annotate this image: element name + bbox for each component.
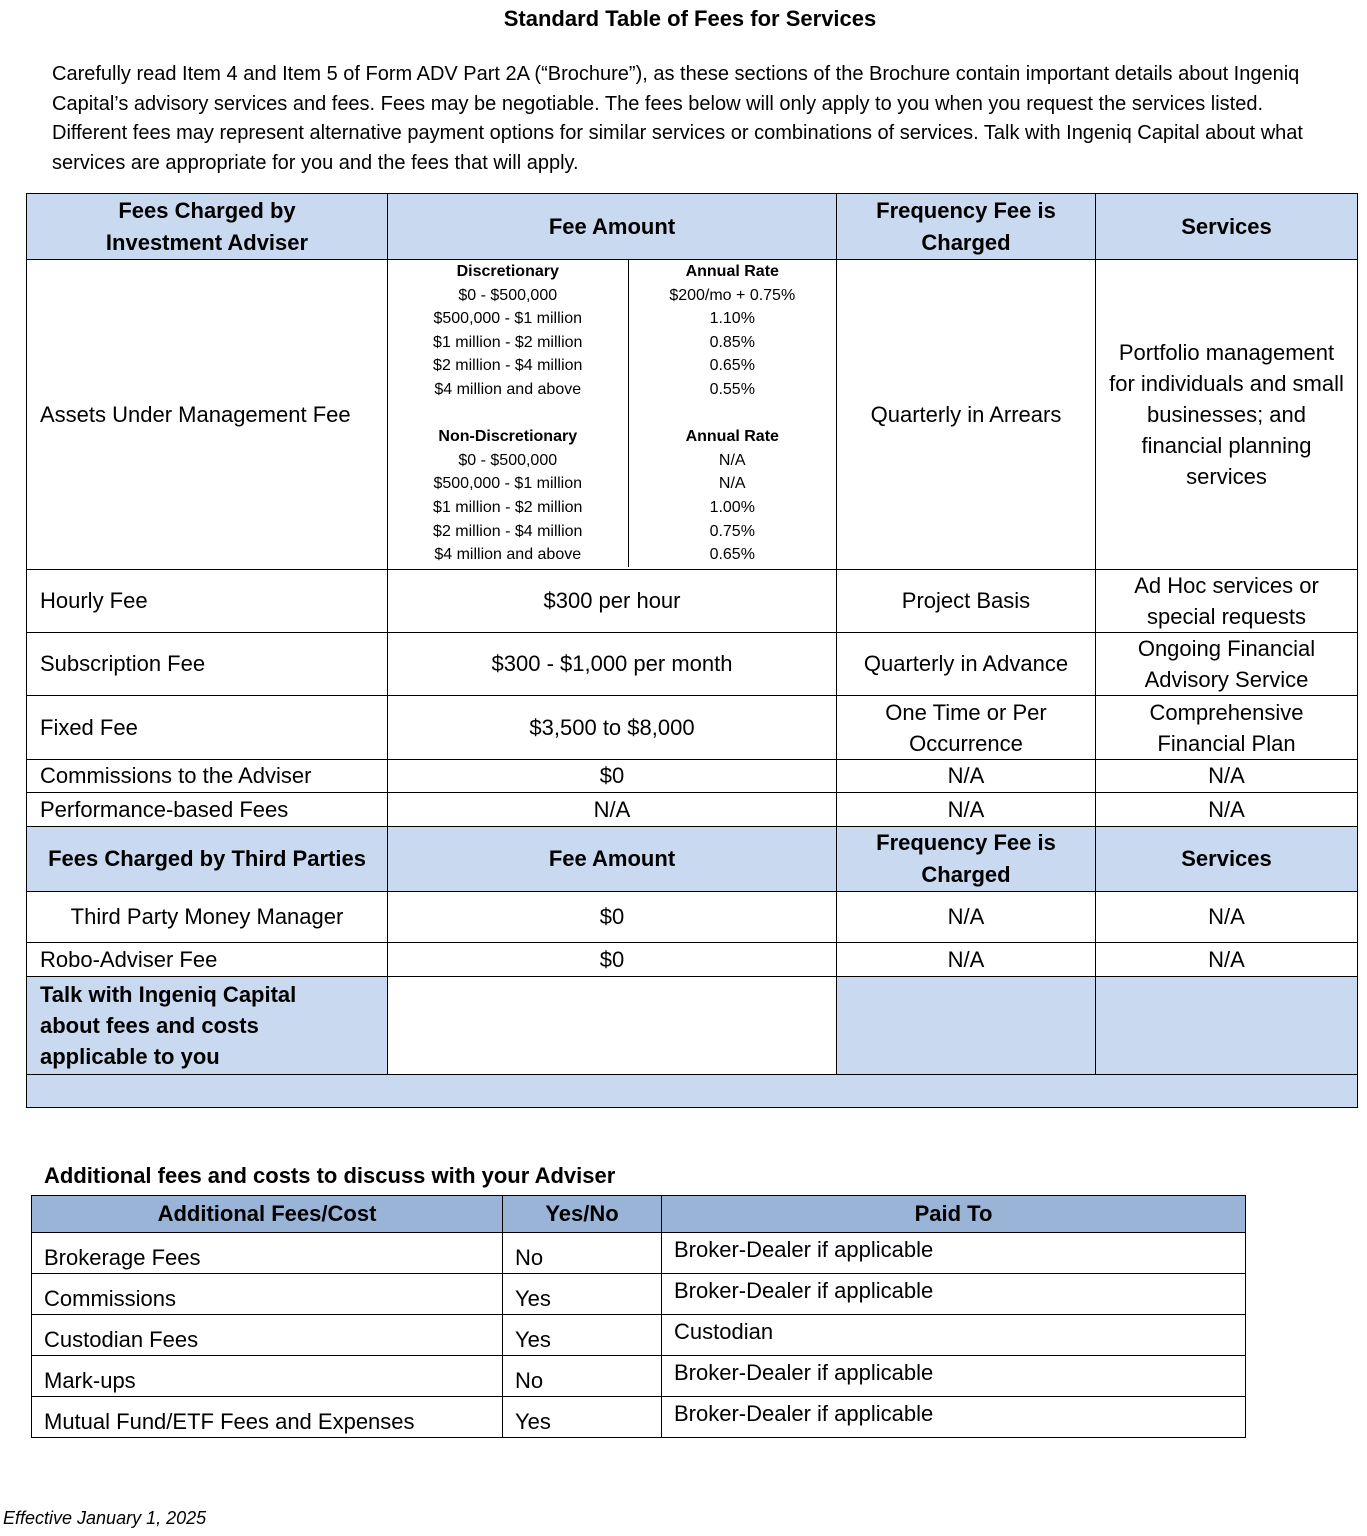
- nondisc-range: $1 million - $2 million: [388, 496, 628, 520]
- additional-row: [32, 1356, 1246, 1397]
- disc-range: $1 million - $2 million: [388, 331, 628, 355]
- talk-row: [27, 977, 1358, 1075]
- aum-frequency: Quarterly in Arrears: [837, 260, 1096, 570]
- header-third-parties: Fees Charged by Third Parties: [27, 827, 388, 892]
- additional-fee-name: Commissions: [32, 1274, 503, 1315]
- fee-frequency: Quarterly in Advance: [837, 633, 1096, 696]
- non-discretionary-rate-title: Annual Rate: [685, 428, 779, 446]
- fee-services: N/A: [1096, 793, 1358, 827]
- intro-paragraph: Carefully read Item 4 and Item 5 of Form ADV Part 2A (“Brochure”), as these sections of the Brochure contain important details about Ingeniq Capital’s advisory services and fees. Fees may be negotiable. The fees below will only apply to you when you request the services listed. Different fees may represent alternative payment options for similar services or combinations of services. Talk with Ingeniq Capital about what services are appropriate for you and the fees that will apply.: [52, 63, 1303, 174]
- fee-amount: $300 per hour: [388, 570, 837, 633]
- fee-label: Fixed Fee: [27, 696, 388, 760]
- disc-range: $0 - $500,000: [388, 284, 628, 308]
- disc-range: $500,000 - $1 million: [388, 307, 628, 331]
- schedule-spacer: [628, 402, 836, 426]
- third-party-header-row: [27, 827, 1358, 892]
- additional-fee-yes-no: No: [503, 1356, 662, 1397]
- fee-row-performance: [27, 793, 1358, 827]
- additional-fee-paid-to: Broker-Dealer if applicable: [662, 1233, 1246, 1274]
- disc-range: $4 million and above: [388, 378, 628, 402]
- nondisc-range: $4 million and above: [388, 543, 628, 567]
- fee-amount: N/A: [388, 793, 837, 827]
- additional-fee-paid-to: Broker-Dealer if applicable: [662, 1356, 1246, 1397]
- disc-rate: 1.10%: [709, 310, 755, 328]
- adviser-header-row: [27, 194, 1358, 260]
- fee-label: Commissions to the Adviser: [27, 760, 388, 793]
- additional-row: [32, 1397, 1246, 1438]
- disc-rate: 0.85%: [709, 333, 755, 351]
- talk-empty-cell: [388, 977, 837, 1075]
- fee-label: Third Party Money Manager: [27, 892, 388, 943]
- nondisc-range: $2 million - $4 million: [388, 520, 628, 544]
- talk-blue-cell: [837, 977, 1096, 1075]
- additional-fee-yes-no: Yes: [503, 1397, 662, 1438]
- effective-date: Effective January 1, 2025: [3, 1508, 207, 1528]
- talk-with-adviser: Talk with Ingeniq Capital about fees and costs applicable to you: [27, 977, 388, 1075]
- header-fees-charged: Fees Charged by Investment Adviser: [27, 194, 388, 260]
- fee-table: [26, 193, 1358, 1108]
- additional-fees-title: Additional fees and costs to discuss with your Adviser: [44, 1163, 616, 1188]
- aum-schedule-table: [388, 260, 836, 567]
- fee-frequency: N/A: [837, 793, 1096, 827]
- header-fee-amount-2: Fee Amount: [388, 827, 837, 892]
- aum-fee-schedule: [388, 260, 837, 570]
- nondisc-rate: 0.65%: [709, 546, 755, 564]
- fee-label: Hourly Fee: [27, 570, 388, 633]
- additional-fee-yes-no: Yes: [503, 1315, 662, 1356]
- disc-range: $2 million - $4 million: [388, 354, 628, 378]
- header-services-2: Services: [1096, 827, 1358, 892]
- additional-fee-name: Brokerage Fees: [32, 1233, 503, 1274]
- fee-amount: $3,500 to $8,000: [388, 696, 837, 760]
- fee-row-fixed: [27, 696, 1358, 760]
- aum-services: Portfolio management for individuals and small businesses; and financial planning services: [1096, 260, 1358, 570]
- aum-row: [27, 260, 1358, 570]
- discretionary-rate-title: Annual Rate: [685, 263, 779, 280]
- disc-rate: 0.55%: [709, 380, 755, 398]
- header-frequency: Frequency Fee is Charged: [837, 194, 1096, 260]
- talk-blue-cell: [1096, 977, 1358, 1075]
- additional-fee-paid-to: Custodian: [662, 1315, 1246, 1356]
- fee-row-hourly: [27, 570, 1358, 633]
- discretionary-title: Discretionary: [388, 260, 628, 284]
- blue-footer-band: [27, 1075, 1358, 1108]
- additional-fee-yes-no: No: [503, 1233, 662, 1274]
- page-title: Standard Table of Fees for Services: [503, 6, 877, 31]
- additional-fees-table: [31, 1195, 1246, 1438]
- fee-frequency: N/A: [837, 892, 1096, 943]
- nondisc-rate: N/A: [718, 451, 746, 469]
- fee-row-third-party-manager: [27, 892, 1358, 943]
- additional-fee-name: Custodian Fees: [32, 1315, 503, 1356]
- additional-fee-paid-to: Broker-Dealer if applicable: [662, 1274, 1246, 1315]
- nondisc-rate: N/A: [718, 475, 746, 493]
- additional-row: [32, 1233, 1246, 1274]
- fee-amount: $300 - $1,000 per month: [388, 633, 837, 696]
- fee-label: Robo-Adviser Fee: [27, 943, 388, 977]
- fee-frequency: Project Basis: [837, 570, 1096, 633]
- additional-fee-paid-to: Broker-Dealer if applicable: [662, 1397, 1246, 1438]
- additional-fee-yes-no: Yes: [503, 1274, 662, 1315]
- fee-row-commissions: [27, 760, 1358, 793]
- fee-frequency: One Time or Per Occurrence: [837, 696, 1096, 760]
- aum-label: Assets Under Management Fee: [27, 260, 388, 570]
- nondisc-rate: 0.75%: [709, 522, 755, 540]
- header-fee-amount: Fee Amount: [388, 194, 837, 260]
- nondisc-rate: 1.00%: [709, 498, 755, 516]
- fee-amount: $0: [388, 760, 837, 793]
- fee-label: Subscription Fee: [27, 633, 388, 696]
- additional-fee-name: Mark-ups: [32, 1356, 503, 1397]
- fee-services: N/A: [1096, 892, 1358, 943]
- fee-frequency: N/A: [837, 943, 1096, 977]
- nondisc-range: $500,000 - $1 million: [388, 472, 628, 496]
- fee-amount: $0: [388, 943, 837, 977]
- fee-services: N/A: [1096, 760, 1358, 793]
- additional-row: [32, 1274, 1246, 1315]
- fee-amount: $0: [388, 892, 837, 943]
- disc-rate: 0.65%: [709, 357, 755, 375]
- header-frequency-2: Frequency Fee is Charged: [837, 827, 1096, 892]
- header-services: Services: [1096, 194, 1358, 260]
- fee-services: Ad Hoc services or special requests: [1096, 570, 1358, 633]
- additional-fee-name: Mutual Fund/ETF Fees and Expenses: [32, 1397, 503, 1438]
- additional-header-row: [32, 1196, 1246, 1233]
- header-paid-to: Paid To: [662, 1196, 1246, 1233]
- additional-row: [32, 1315, 1246, 1356]
- header-yes-no: Yes/No: [503, 1196, 662, 1233]
- non-discretionary-title: Non-Discretionary: [388, 425, 628, 449]
- fee-services: Comprehensive Financial Plan: [1096, 696, 1358, 760]
- blue-footer-row: [27, 1075, 1358, 1108]
- fee-row-subscription: [27, 633, 1358, 696]
- fee-row-robo-adviser: [27, 943, 1358, 977]
- fee-label: Performance-based Fees: [27, 793, 388, 827]
- nondisc-range: $0 - $500,000: [388, 449, 628, 473]
- header-additional-fees: Additional Fees/Cost: [32, 1196, 503, 1233]
- disc-rate: $200/mo + 0.75%: [669, 286, 796, 304]
- schedule-spacer: [388, 402, 628, 426]
- fee-frequency: N/A: [837, 760, 1096, 793]
- fee-services: N/A: [1096, 943, 1358, 977]
- fee-services: Ongoing Financial Advisory Service: [1096, 633, 1358, 696]
